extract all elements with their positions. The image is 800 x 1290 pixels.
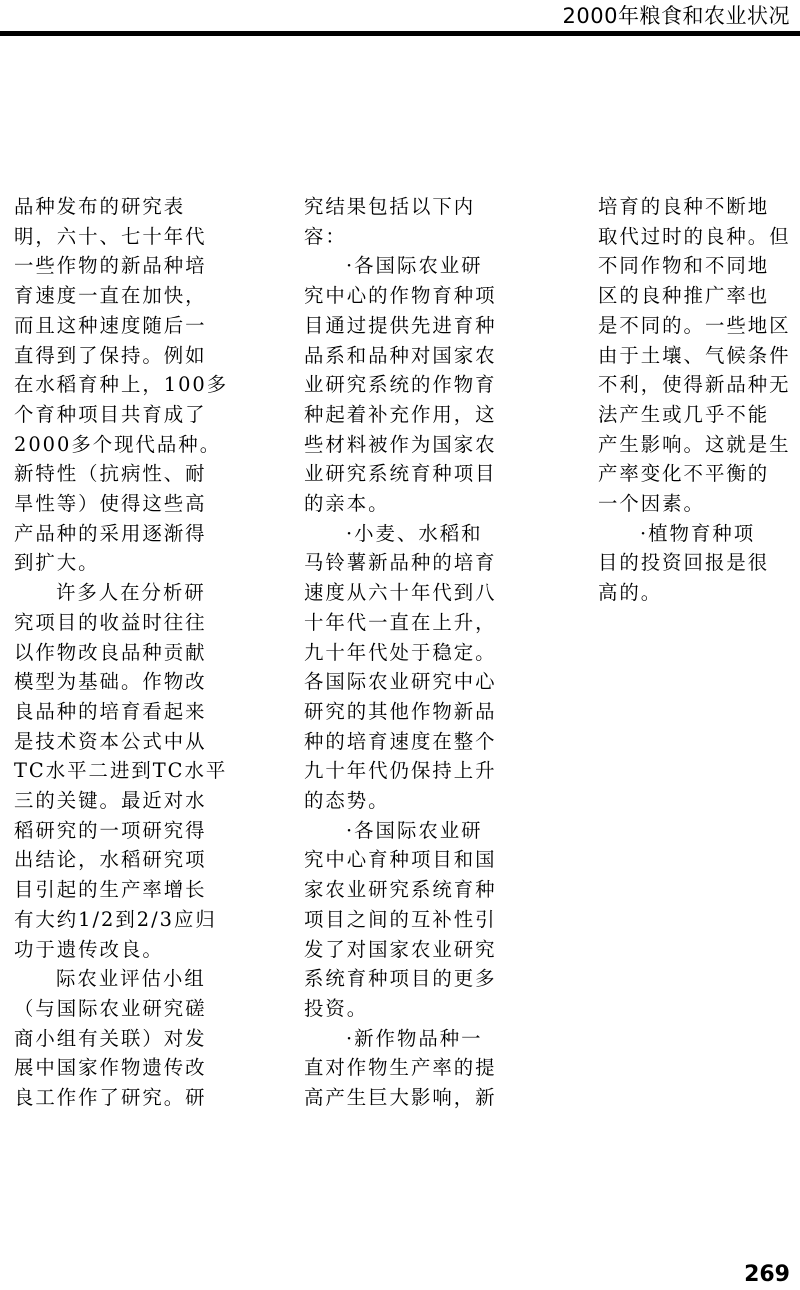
text-line: 在水稻育种上，100多 xyxy=(14,373,229,397)
text-line: ·新作物品种一 xyxy=(346,1026,483,1050)
text-line: 目引起的生产率增长 xyxy=(14,878,207,902)
paragraph xyxy=(304,1024,529,1113)
text-line: 十年代一直在上升， xyxy=(304,610,497,634)
text-line: 是技术资本公式中从 xyxy=(14,729,207,753)
text-line: ·各国际农业研 xyxy=(346,818,483,842)
text-line: 良工作作了研究。研 xyxy=(14,1086,207,1110)
text-line: 出结论，水稻研究项 xyxy=(14,848,207,872)
text-column-2 xyxy=(304,192,529,1113)
paragraph xyxy=(304,251,529,518)
running-title: 2000年粮食和农业状况 xyxy=(562,4,790,28)
text-line: 究结果包括以下内 xyxy=(304,195,476,218)
text-line: 产生影响。这就是生 xyxy=(598,432,791,456)
text-line: 培育的良种不断地 xyxy=(598,195,770,218)
text-line: 品种发布的研究表 xyxy=(14,195,186,218)
text-line: 三的关键。最近对水 xyxy=(14,789,207,813)
text-line: 速度从六十年代到八 xyxy=(304,581,497,605)
paragraph xyxy=(14,192,234,578)
text-line: 产品种的采用逐渐得 xyxy=(14,521,207,545)
text-line: 区的良种推广率也 xyxy=(598,284,770,308)
text-column-1 xyxy=(14,192,234,1113)
text-line: 明，六十、七十年代 xyxy=(14,224,207,248)
text-line: 以作物改良品种贡献 xyxy=(14,640,207,664)
text-line: 种起着补充作用，这 xyxy=(304,402,497,426)
text-line: 些材料被作为国家农 xyxy=(304,432,497,456)
text-line: 际农业评估小组 xyxy=(56,967,206,991)
text-line: 家农业研究系统育种 xyxy=(304,878,497,902)
text-line: 新特性（抗病性、耐 xyxy=(14,462,207,486)
paragraph xyxy=(14,964,234,1113)
text-line: TC水平二进到TC水平 xyxy=(14,759,228,783)
text-line: 马铃薯新品种的培育 xyxy=(304,551,497,575)
text-line: 品系和品种对国家农 xyxy=(304,343,497,367)
page-number: 269 xyxy=(744,1262,790,1287)
text-line: 投资。 xyxy=(304,996,369,1020)
text-line: 育速度一直在加快， xyxy=(14,284,207,308)
text-line: 展中国家作物遗传改 xyxy=(14,1056,207,1080)
text-line: 种的培育速度在整个 xyxy=(304,729,497,753)
text-line: 一个因素。 xyxy=(598,492,705,516)
text-line: 良品种的培育看起来 xyxy=(14,699,207,723)
text-line: 个育种项目共育成了 xyxy=(14,402,207,426)
text-line: 取代过时的良种。但 xyxy=(598,224,791,248)
text-line: ·植物育种项 xyxy=(640,521,756,545)
text-line: 有大约1/2到2/3应归 xyxy=(14,907,217,931)
text-line: 不同作物和不同地 xyxy=(598,254,770,278)
text-line: 2000多个现代品种。 xyxy=(14,432,222,456)
text-line: 直对作物生产率的提 xyxy=(304,1056,497,1080)
text-line: 究中心育种项目和国 xyxy=(304,848,497,872)
text-line: 的态势。 xyxy=(304,789,390,813)
paragraph xyxy=(304,192,529,251)
text-line: 不利，使得新品种无 xyxy=(598,373,791,397)
text-line: 发了对国家农业研究 xyxy=(304,937,497,961)
paragraph xyxy=(14,578,234,964)
text-line: 到扩大。 xyxy=(14,551,100,575)
text-line: 九十年代仍保持上升 xyxy=(304,759,497,783)
paragraph xyxy=(304,519,529,816)
text-line: 而且这种速度随后一 xyxy=(14,313,207,337)
text-line: 究中心的作物育种项 xyxy=(304,284,497,308)
text-line: 许多人在分析研 xyxy=(56,581,206,605)
text-line: 由于土壤、气候条件 xyxy=(598,343,791,367)
text-line: 项目之间的互补性引 xyxy=(304,907,497,931)
text-line: 研究的其他作物新品 xyxy=(304,699,497,723)
text-line: 业研究系统育种项目 xyxy=(304,462,497,486)
text-line: 容： xyxy=(304,224,347,248)
text-line: 目的投资回报是很 xyxy=(598,551,770,575)
paragraph xyxy=(598,192,800,519)
text-line: 功于遗传改良。 xyxy=(14,937,164,961)
text-line: 的亲本。 xyxy=(304,492,390,516)
text-line: 是不同的。一些地区 xyxy=(598,313,791,337)
text-column-3 xyxy=(598,192,800,608)
text-line: 旱性等）使得这些高 xyxy=(14,492,207,516)
text-line: 一些作物的新品种培 xyxy=(14,254,207,278)
header-rule xyxy=(0,31,800,36)
paragraph xyxy=(304,816,529,1024)
paragraph xyxy=(598,519,800,608)
text-line: ·各国际农业研 xyxy=(346,254,483,278)
text-line: 目通过提供先进育种 xyxy=(304,313,497,337)
text-line: 九十年代处于稳定。 xyxy=(304,640,497,664)
text-line: 模型为基础。作物改 xyxy=(14,670,207,694)
text-line: ·小麦、水稻和 xyxy=(346,521,483,545)
text-line: 高产生巨大影响，新 xyxy=(304,1086,497,1110)
text-line: 直得到了保持。例如 xyxy=(14,343,207,367)
text-line: 业研究系统的作物育 xyxy=(304,373,497,397)
text-line: 产率变化不平衡的 xyxy=(598,462,770,486)
text-line: 商小组有关联）对发 xyxy=(14,1026,207,1050)
text-line: 究项目的收益时往往 xyxy=(14,610,207,634)
text-line: 各国际农业研究中心 xyxy=(304,670,497,694)
text-line: （与国际农业研究磋 xyxy=(14,996,207,1020)
text-line: 法产生或几乎不能 xyxy=(598,402,770,426)
text-line: 稻研究的一项研究得 xyxy=(14,818,207,842)
text-line: 高的。 xyxy=(598,581,663,605)
text-line: 系统育种项目的更多 xyxy=(304,967,497,991)
